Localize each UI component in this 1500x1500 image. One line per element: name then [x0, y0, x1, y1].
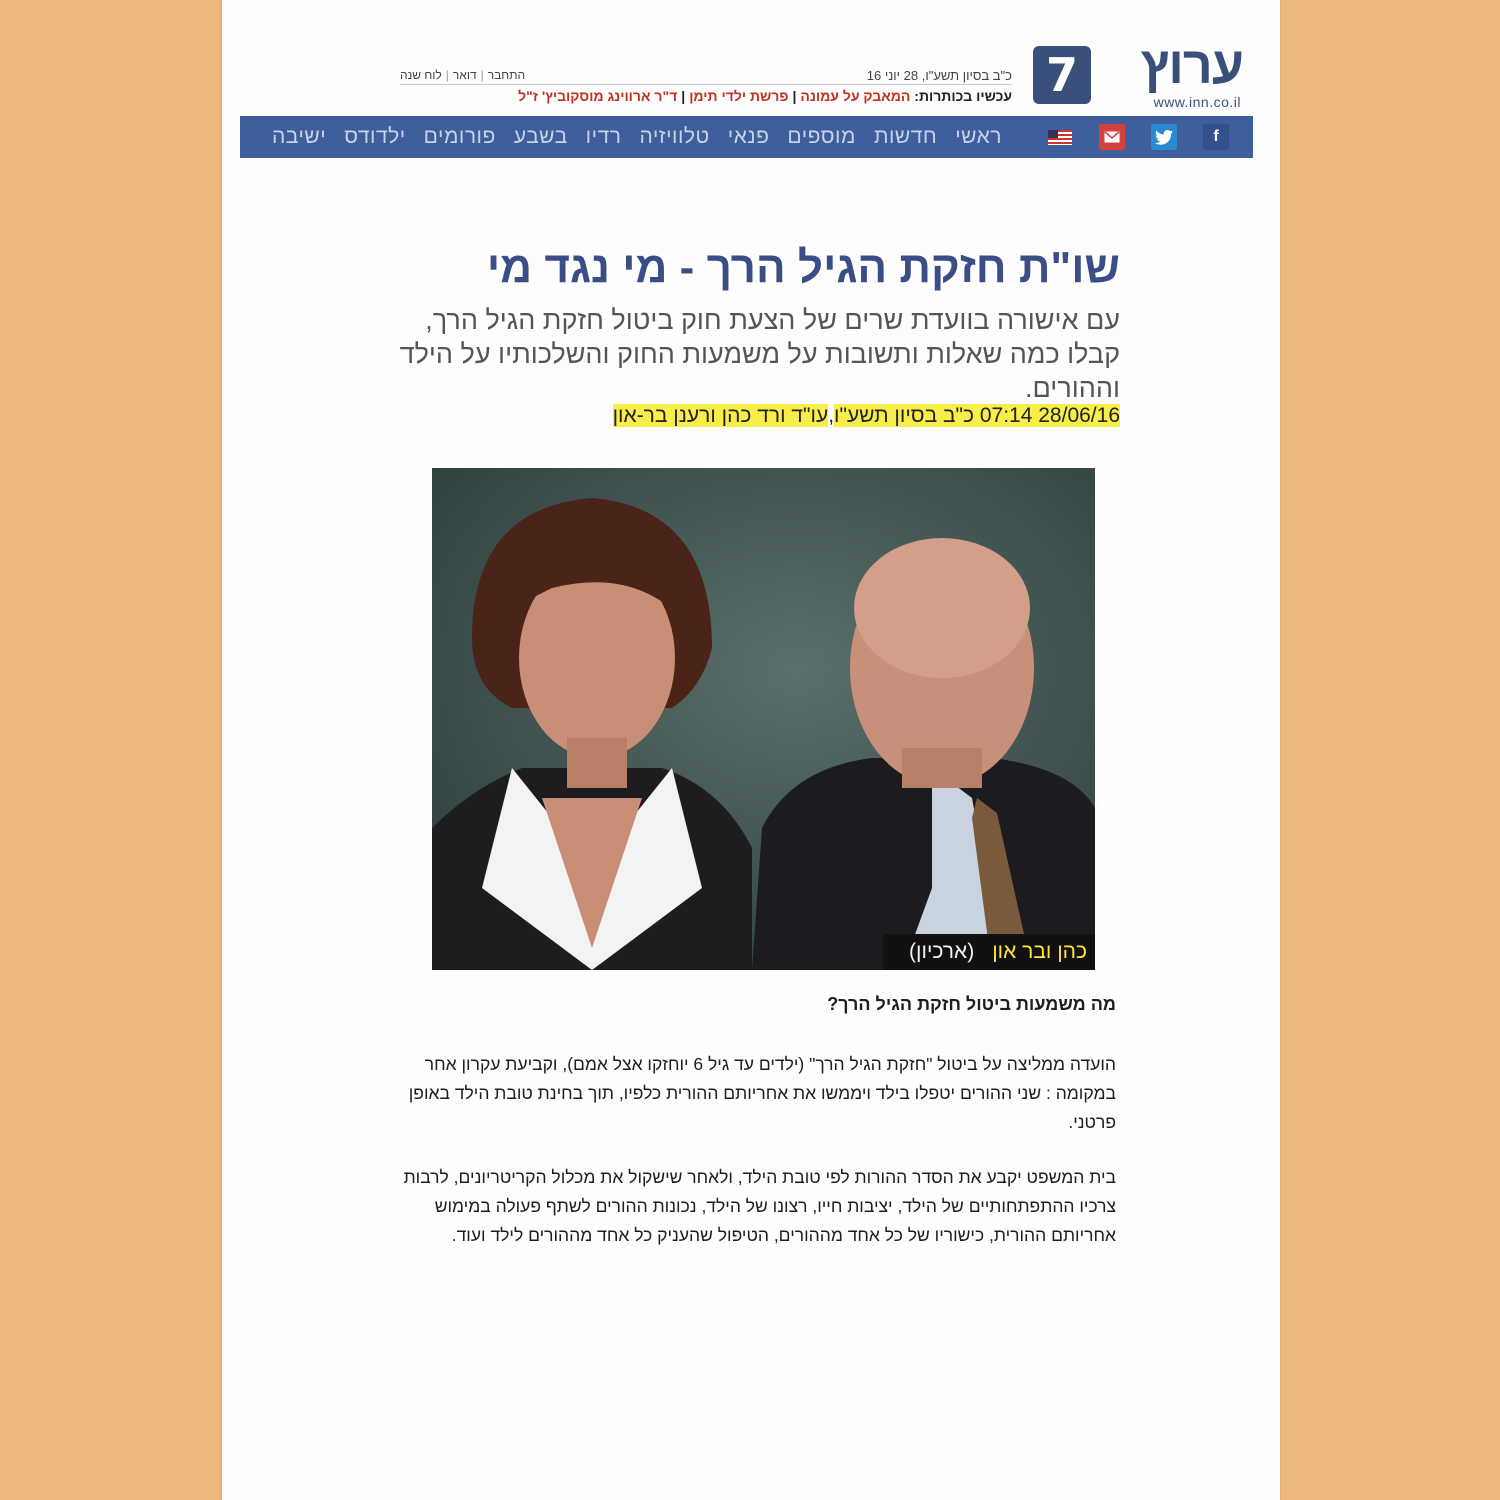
nav-item-kids[interactable]: ילדודס: [344, 125, 406, 148]
article-meta: [500, 404, 1120, 428]
social-icons: [1047, 124, 1229, 150]
headline-divider: |: [681, 88, 686, 104]
headlines-bar: [440, 88, 1012, 104]
facebook-icon[interactable]: f: [1203, 124, 1229, 150]
headline-link[interactable]: המאבק על עמונה: [800, 88, 911, 104]
article-subtitle: עם אישורה בוועדת שרים של הצעת חוק ביטול חזקת הגיל הרך, קבלו כמה שאלות ותשובות על משמעות החוק והשלכותיו על הילד וההורים.: [399, 305, 1120, 403]
nav-item-tv[interactable]: טלוויזיה: [639, 125, 710, 148]
headline-link[interactable]: פרשת ילדי תימן: [689, 88, 789, 104]
twitter-icon[interactable]: [1151, 124, 1177, 150]
section-question: מה משמעות ביטול חזקת הגיל הרך?: [827, 994, 1116, 1014]
photo-caption: [883, 934, 1095, 970]
link-divider: |: [445, 68, 449, 82]
caption-name: כהן ובר און: [992, 940, 1087, 963]
link-divider: |: [480, 68, 484, 82]
meta-separator: ,: [828, 404, 835, 427]
site-url: www.inn.co.il: [1153, 94, 1241, 110]
headlines-prefix: עכשיו בכותרות:: [914, 88, 1012, 104]
us-flag-icon[interactable]: [1047, 124, 1073, 150]
login-link[interactable]: התחבר: [487, 68, 526, 82]
mail-icon[interactable]: [1099, 124, 1125, 150]
header-links: [400, 68, 560, 82]
article-photo: [432, 468, 1095, 970]
nav-item-supplements[interactable]: מוספים: [787, 125, 856, 148]
logo-number: 7: [1033, 46, 1091, 104]
nav-item-leisure[interactable]: פנאי: [727, 125, 770, 148]
article-title: שו"ת חזקת הגיל הרך - מי נגד מי: [486, 243, 1120, 292]
header-date: כ"ב בסיון תשע"ו, 28 יוני 16: [866, 68, 1012, 83]
article-paragraph: הועדה ממליצה על ביטול "חזקת הגיל הרך" (ילדים עד גיל 6 יוחזקו אצל אמם), וקביעת עקרון אחר במקומה : שני ההורים יטפלו בילד ויממשו את אחריותם ההורית כלפיו, תוך בחינת טובת הילד באופן פרטני.: [408, 1054, 1116, 1132]
caption-source: (ארכיון): [909, 940, 975, 963]
calendar-link[interactable]: לוח שנה: [400, 68, 442, 82]
headline-link[interactable]: ד"ר ארווינג מוסקוביץ' ז"ל: [518, 88, 678, 104]
nav-menu: [263, 116, 1011, 158]
article-datetime: 28/06/16 07:14 כ"ב בסיון תשע"ו: [834, 404, 1120, 427]
logo-text: ערוץ: [1140, 37, 1243, 95]
article-authors[interactable]: עו"ד ורד כהן ורענן בר-און: [612, 404, 829, 427]
nav-item-news[interactable]: חדשות: [873, 125, 938, 148]
headline-divider: |: [792, 88, 797, 104]
nav-item-home[interactable]: ראשי: [955, 125, 1002, 148]
site-logo[interactable]: [1033, 37, 1243, 114]
nav-item-yeshiva[interactable]: ישיבה: [272, 125, 327, 148]
article-paragraph: בית המשפט יקבע את הסדר ההורות לפי טובת הילד, ולאחר שישקול את מכלול הקריטריונים, לרבות צרכיו ההתפתחותיים של הילד, יציבות חייו, רצונו של הילד, נכונות ההורים לשתף פעולה במימוש אחריותם ההורית, כישוריו של כל אחד מההורים, הטיפול שהעניק כל אחד מההורים לילד ועוד.: [403, 1167, 1116, 1245]
header-divider: [400, 84, 1012, 85]
nav-item-besheva[interactable]: בשבע: [513, 125, 568, 148]
nav-item-radio[interactable]: רדיו: [585, 125, 622, 148]
mail-link[interactable]: דואר: [452, 68, 477, 82]
nav-item-forums[interactable]: פורומים: [423, 125, 496, 148]
main-navbar: [240, 116, 1253, 158]
authors-photo-illustration: [432, 468, 1095, 970]
